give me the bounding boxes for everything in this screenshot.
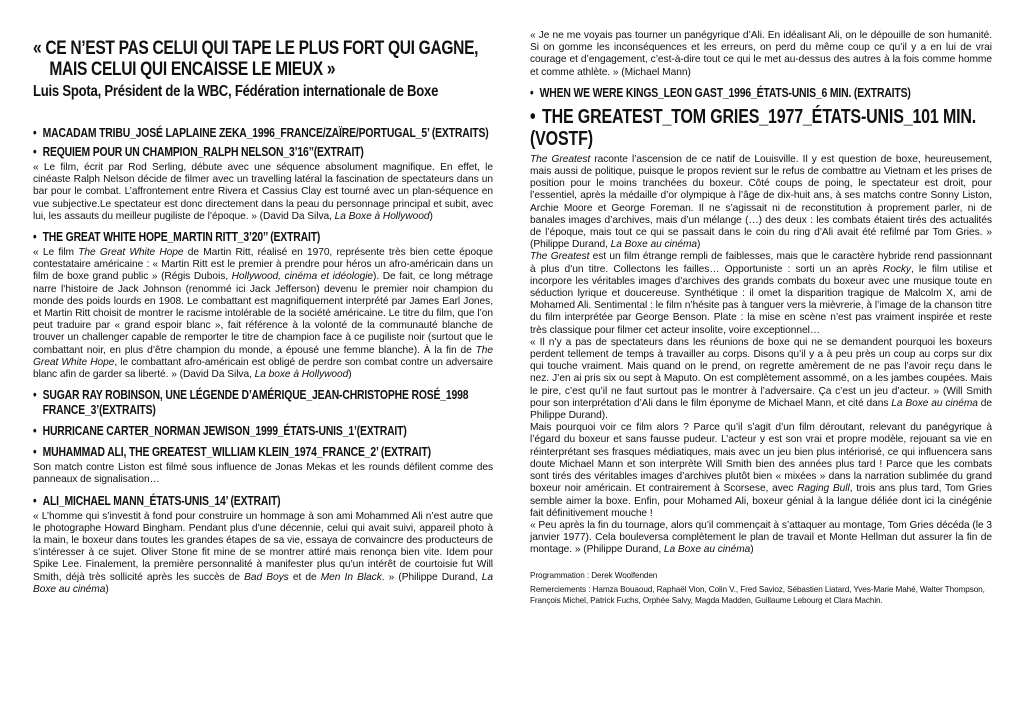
text: ). De fait, ce long métrage narre l’histoire de Jack Johnson (renommé ici Jack Jefferson) devenu le premier noir champion du monde des poids lourds en 1908. Le combattant est magnifiquement interprété par James Earl Jones, et Martin Ritt choisit de montrer le racisme intolérable de la société américaine. Le titre du film, que l’on peut traduire par « grand espoir blanc », fait référence à la volonté de la communauté blanche de trouver un challenger capable de remporter le titre de champion face à ce pugiliste noir (surtout que le combattant noir, en plus d’être champion du monde, a épousé une femme blanche). À la fin de	[33, 271, 493, 356]
epigraph-line-2: MAIS CELUI QUI ENCAISSE LE MIEUX »	[49, 59, 336, 80]
acknowledgements: Remerciements : Hamza Bouaoud, Raphaël Vion, Colin V., Fred Savioz, Sébastien Liatard, Yves-Marie Mahé, Walter Thompson, François Michel, Patrick Fuchs, Orphée Salvy, Magda Madden, Guillaume Lebourg et Clara Machin.	[530, 585, 985, 605]
text: , le film utilise et incorpore les véritables images d’archives des grands combats du boxeur avec une musique toute en séduction lyrique et doucereuse. Synthétique : il omet la disparition tragique de Malcolm X, ami de Mohamed Ali. Sentimental : le film n’hésite pas à tanguer vers la mièvrerie, à l’image de la chanson titre du film interprétée par George Benson. Plate : la mise en scène n’est pas vraiment inspirée et reste très classique pour filmer cet acteur insolite, voire exceptionnel…	[530, 263, 992, 336]
film-heading-the-greatest	[530, 106, 992, 150]
film-title: The Great White Hope	[33, 344, 493, 368]
paragraph-mann-quote: « Je ne me voyais pas tourner un panégyrique d’Ali. En idéalisant Ali, on le dépouille de son humanité. Si on gomme les inconséquences et les erreurs, on perd du même coup ce qu’il y a en lui de vrai courage et d’engagement, c’est-à-dire tout ce qui le met au-dessus des autres à la fois comme homme et comme athlète. » (Michael Mann)	[530, 30, 992, 78]
text: )	[697, 239, 701, 251]
heading-text: MACADAM TRIBU_JOSÉ LAPLAINE ZEKA_1996_FRANCE/ZAÏRE/PORTUGAL_5’ (EXTRAITS)	[42, 125, 489, 140]
film-heading-ali	[33, 493, 493, 508]
source-title: La Boxe au cinéma	[33, 571, 493, 595]
film-heading-requiem	[33, 144, 493, 159]
source-title: Hollywood, cinéma et idéologie	[231, 271, 374, 283]
heading-text: REQUIEM POUR UN CHAMPION_RALPH NELSON_3’16’’(EXTRAIT)	[42, 144, 364, 159]
source-title: La Boxe au cinéma	[663, 544, 751, 556]
heading-text: FRANCE_3’(EXTRAITS)	[42, 402, 156, 418]
text: « Il n’y a pas de spectateurs dans les réunions de boxe qui ne se demandent pourquoi les boxeurs perdent tellement de temps à travailler au corps. Disons qu’il y a à peu près un coup au corps sur dix qui touche vraiment. Mais quand on le prend, on regrette amèrement de ne pas l’avoir reçu dans le nez. J’en ai pris six ou sept à Maputo. On est complètement assommé, on a les jambes coupées. Mais le pire, c’est qu’il ne faut surtout pas le montrer à l’adversaire. Ça c’est un jeu d’acteur. » (Will Smith pour son interprétation d’Ali dans le film éponyme de Michael Mann, et cité dans	[530, 336, 992, 409]
paragraph-greatest-1	[530, 154, 992, 252]
paragraph-greatest-5	[530, 520, 992, 557]
text: et de	[288, 571, 321, 583]
film-heading-great-white-hope	[33, 229, 493, 244]
text: . » (Philippe Durand,	[381, 571, 482, 583]
text: « L’homme qui s’investit à fond pour construire un hommage à son ami Mohammed Ali n’est autre que le photographe Howard Bingham. Pendant plus d’une décennie, celui qui avait suivi, appareil photo à la main, le boxeur dans toutes les grandes étapes de sa vie, essaya de convaincre des producteurs de s’intéresser à ce sujet. Oliver Stone fit mine de se montrer attiré mais renonça bien vite. Idem pour Spike Lee. Finalement, la première personnalité à manifester plus qu’un intérêt de courtoisie fut Will Smith, déjà très sollicité après les succès de	[33, 510, 493, 583]
right-column	[530, 30, 992, 606]
source-title: La Boxe au cinéma	[891, 397, 978, 409]
film-title: The Greatest	[530, 251, 590, 263]
film-title: Raging Bull	[797, 483, 850, 495]
left-column	[33, 38, 493, 596]
film-title: Rocky	[882, 263, 911, 275]
heading-text: ALI_MICHAEL MANN_ÉTATS-UNIS_14’ (EXTRAIT)	[42, 492, 281, 508]
bullet: •	[530, 105, 536, 128]
film-title: The Great White Hope	[78, 247, 184, 259]
film-title: Bad Boys	[244, 571, 289, 583]
heading-text: MUHAMMAD ALI, THE GREATEST_WILLIAM KLEIN_1974_FRANCE_2’ (EXTRAIT)	[42, 444, 431, 460]
text: )	[429, 210, 433, 222]
text: )	[105, 583, 109, 595]
text: )	[750, 544, 754, 556]
heading-text: THE GREATEST_TOM GRIES_1977_ÉTATS-UNIS_101 MIN. (VOSTF)	[530, 105, 977, 150]
bullet: •	[33, 144, 37, 159]
bullet: •	[33, 423, 37, 439]
programming-credit: Programmation : Derek Woolfenden	[530, 570, 658, 580]
film-heading-hurricane	[33, 423, 493, 438]
source-title: La Boxe à Hollywood	[334, 210, 430, 222]
text: « Le film	[33, 247, 79, 259]
film-title: The Greatest	[530, 153, 591, 165]
heading-text: THE GREAT WHITE HOPE_MARTIN RITT_3’20’’ (EXTRAIT)	[42, 229, 321, 245]
paragraph-greatest-2	[530, 251, 992, 336]
paragraph-great-white-hope	[33, 247, 493, 381]
text: « Peu après la fin du tournage, alors qu’il commençait à s’attaquer au montage, Tom Gries décéda (le 3 janvier 1977). Cela bouleversa complètement le plan de travail et Monte Hellman dut assurer la fin de montage. » (Philippe Durand,	[530, 519, 992, 556]
bullet: •	[33, 125, 37, 140]
bullet: •	[33, 229, 37, 245]
text: Mais pourquoi voir ce film alors ? Parce qu’il s’agit d’un film déroutant, relevant du panégyrique à l’égard du boxeur et sans fausse pudeur. L’acteur y est son vrai et propre modèle, rejouant sa vie en réinterprétant ses frasques médiatiques, mais avec un jeu bien plus intériorisé, ce qui influencera sans doute Michael Mann et son interprète Will Smith bien des années plus tard ! Parce que les combats sont tirés des véritables images d’archives plutôt bien « mixées » dans la narration sublimée du grand boxeur noir américain. Et contrairement à Scorsese, avec	[530, 422, 992, 495]
film-heading-sugar-ray	[33, 387, 493, 417]
text: « Le film, écrit par Rod Serling, débute avec une séquence absolument magnifique. En effet, le cinéaste Ralph Nelson décide de filmer avec un travelling latéral la fascination de spectateurs dans un bar pour le combat. L’affrontement entre Rivera et Cassius Clay est tourné avec un plan-séquence en vue subjective.Le spectateur est donc directement dans la peau du personnage principal et subit, avec lui, les assauts du meilleur pugiliste de l’époque. » (David Da Silva,	[33, 162, 493, 222]
bullet: •	[33, 444, 37, 460]
source-title: La boxe à Hollywood	[254, 369, 349, 381]
text: de Martin Ritt, réalisé en 1970, représente très bien cette époque contestataire américaine : « Martin Ritt est le premier à prendre pour héros un afro-américain dans un film de boxe grand public » (Régis Dubois,	[33, 247, 493, 283]
text: est un film étrange rempli de faiblesses, mais que le caractère hybride rend passionnant à plus d’un titre. Collectons les failles… Opportuniste : sorti un an après	[530, 251, 992, 275]
film-title: Men In Black	[320, 571, 382, 583]
epigraph-quote	[33, 38, 493, 80]
text: raconte l’ascension de ce natif de Louisville. Il y est question de boxe, heureusement, mais aussi de politique, puisque le propos revient sur le refus de combattre au Vietnam et les prises de position pour le moins tranchées du boxeur. Côté coups de poing, le spectateur est droit, pour l’essentiel, après la médaille d’or olympique à l’âge de dix-huit ans, à ses matchs contre Sonny Liston, Archie Moore et George Foreman. Il ne s’agissait ni de reconstitution à proprement parler, ni de banales images d’archives, mais d’un mélange (…) des deux : les combats étaient tirés des actualités de l’époque, mais tout ce qui se passait dans le coin du ring d’Ali avait été refilmé par Tom Gries. » (Philippe Durand,	[530, 153, 993, 251]
paragraph-greatest-3	[530, 337, 992, 422]
heading-text: SUGAR RAY ROBINSON, UNE LÉGENDE D’AMÉRIQUE_JEAN-CHRISTOPHE ROSÉ_1998	[42, 387, 469, 403]
text: , le combattant afro-américain est obligé de perdre son combat contre un adversaire blanc afin de garder sa liberté. » (David Da Silva,	[33, 356, 493, 381]
heading-text: HURRICANE CARTER_NORMAN JEWISON_1999_ÉTATS-UNIS_1’(EXTRAIT)	[42, 423, 407, 439]
text: )	[348, 369, 352, 381]
bullet: •	[33, 387, 37, 403]
film-heading-muhammad-ali	[33, 444, 493, 459]
bullet: •	[530, 84, 534, 100]
source-title: La Boxe au cinéma	[610, 239, 698, 251]
bullet: •	[33, 492, 37, 508]
text: , trois ans plus tard, Tom Gries semble aimer la boxe. Enfin, pour Mohamed Ali, boxeur génial à la langue déliée dont ici la cinégénie fait définitivement mouche !	[530, 483, 992, 519]
text: de Philippe Durand).	[530, 397, 992, 422]
paragraph-ali	[33, 511, 493, 596]
paragraph-greatest-4	[530, 422, 992, 520]
paragraph-muhammad-ali: Son match contre Liston est filmé sous influence de Jonas Mekas et les rounds défilent comme des panneaux de signalisation…	[33, 462, 493, 486]
heading-text: WHEN WE WERE KINGS_LEON GAST_1996_ÉTATS-UNIS_6 MIN. (EXTRAITS)	[539, 84, 911, 100]
paragraph-requiem	[33, 162, 493, 223]
film-heading-macadam-tribu	[33, 125, 493, 140]
epigraph-line-1: « CE N’EST PAS CELUI QUI TAPE LE PLUS FORT QUI GAGNE,	[33, 38, 479, 59]
film-heading-when-we-were-kings	[530, 85, 992, 100]
epigraph-author: Luis Spota, Président de la WBC, Fédération internationale de Boxe	[33, 83, 439, 100]
